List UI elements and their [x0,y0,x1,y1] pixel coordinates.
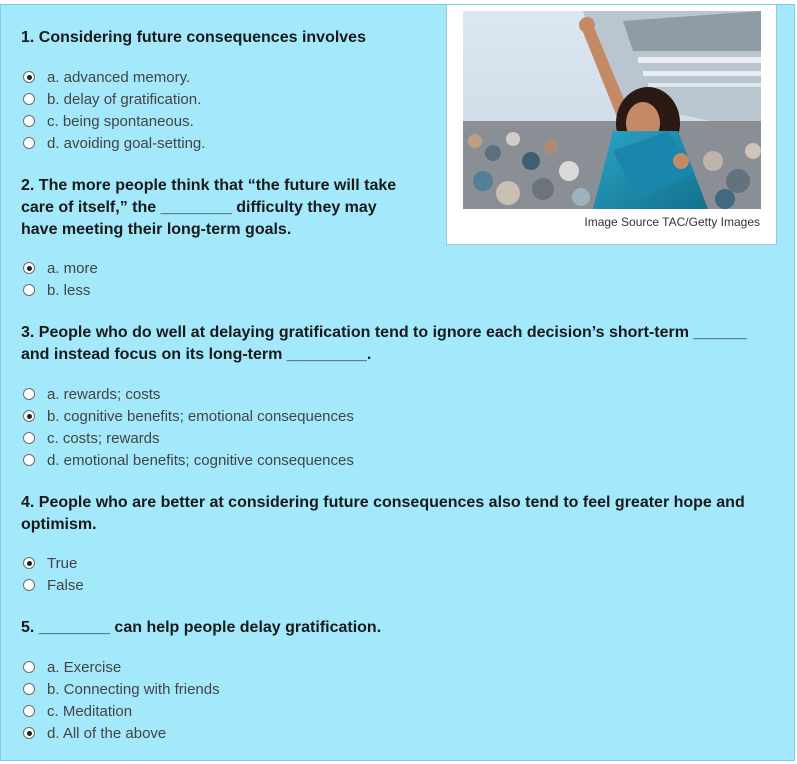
q4-option-false[interactable] [23,574,84,596]
q4-option-true[interactable] [23,552,77,574]
q1-option-c[interactable] [23,110,194,132]
q3-option-b-label: b. cognitive benefits; emotional consequences [47,407,354,425]
radio-button[interactable] [23,93,35,105]
graduate-photo [463,11,761,209]
question-3-text [21,322,747,366]
q1-option-a[interactable] [23,66,190,88]
radio-button[interactable] [23,705,35,717]
radio-button[interactable] [23,683,35,695]
quiz-panel [0,4,795,761]
q3-option-a[interactable] [23,383,160,405]
question-1-text: 1. Considering future consequences involves [21,29,366,46]
question-2-text [21,175,396,241]
q5-option-a-label: a. Exercise [47,658,122,676]
figure-card [446,4,777,245]
q1-option-b[interactable] [23,88,201,110]
radio-button[interactable] [23,727,35,739]
radio-button[interactable] [23,557,35,569]
radio-button[interactable] [23,579,35,591]
radio-button[interactable] [23,661,35,673]
radio-button[interactable] [23,284,35,296]
q3-option-a-label: a. rewards; costs [47,385,161,403]
image-credit: Image Source TAC/Getty Images [584,215,760,229]
q5-option-b[interactable] [23,678,220,700]
q3-option-c[interactable] [23,427,160,449]
question-2-line-1: 2. The more people think that “the future will take [21,177,397,194]
q5-option-d[interactable] [23,722,166,744]
question-3-line-1: 3. People who do well at delaying gratification tend to ignore each decision’s short-term ______ [21,324,747,341]
q5-option-d-label: d. All of the above [47,724,167,742]
question-2-line-2: care of itself,” the ________ difficulty they may [21,199,377,216]
question-2-line-3: have meeting their long-term goals. [21,221,292,238]
q2-option-b-label: b. less [47,281,91,299]
q5-option-c[interactable] [23,700,132,722]
q3-option-d[interactable] [23,449,354,471]
question-5-text: 5. ________ can help people delay gratification. [21,619,382,636]
radio-button[interactable] [23,410,35,422]
q1-option-d[interactable] [23,132,205,154]
q4-option-true-label: True [47,554,78,572]
question-4-text [21,492,745,536]
radio-button[interactable] [23,262,35,274]
q1-option-a-label: a. advanced memory. [47,68,191,86]
q2-option-a[interactable] [23,257,98,279]
radio-button[interactable] [23,71,35,83]
q5-option-c-label: c. Meditation [47,702,133,720]
q1-option-b-label: b. delay of gratification. [47,90,202,108]
q5-option-a[interactable] [23,656,121,678]
q1-option-c-label: c. being spontaneous. [47,112,194,130]
radio-button[interactable] [23,388,35,400]
question-4-line-1: 4. People who are better at considering future consequences also tend to feel greater hope and [21,494,745,511]
radio-button[interactable] [23,115,35,127]
q5-option-b-label: b. Connecting with friends [47,680,220,698]
q3-option-c-label: c. costs; rewards [47,429,160,447]
radio-button[interactable] [23,454,35,466]
question-3-line-2: and instead focus on its long-term _________. [21,346,372,363]
graduate-photo-illustration [463,11,761,209]
question-4-line-2: optimism. [21,516,97,533]
q4-option-false-label: False [47,576,84,594]
q2-option-b[interactable] [23,279,90,301]
q3-option-b[interactable] [23,405,354,427]
q1-option-d-label: d. avoiding goal-setting. [47,134,206,152]
q2-option-a-label: a. more [47,259,98,277]
q3-option-d-label: d. emotional benefits; cognitive consequences [47,451,354,469]
radio-button[interactable] [23,432,35,444]
radio-button[interactable] [23,137,35,149]
